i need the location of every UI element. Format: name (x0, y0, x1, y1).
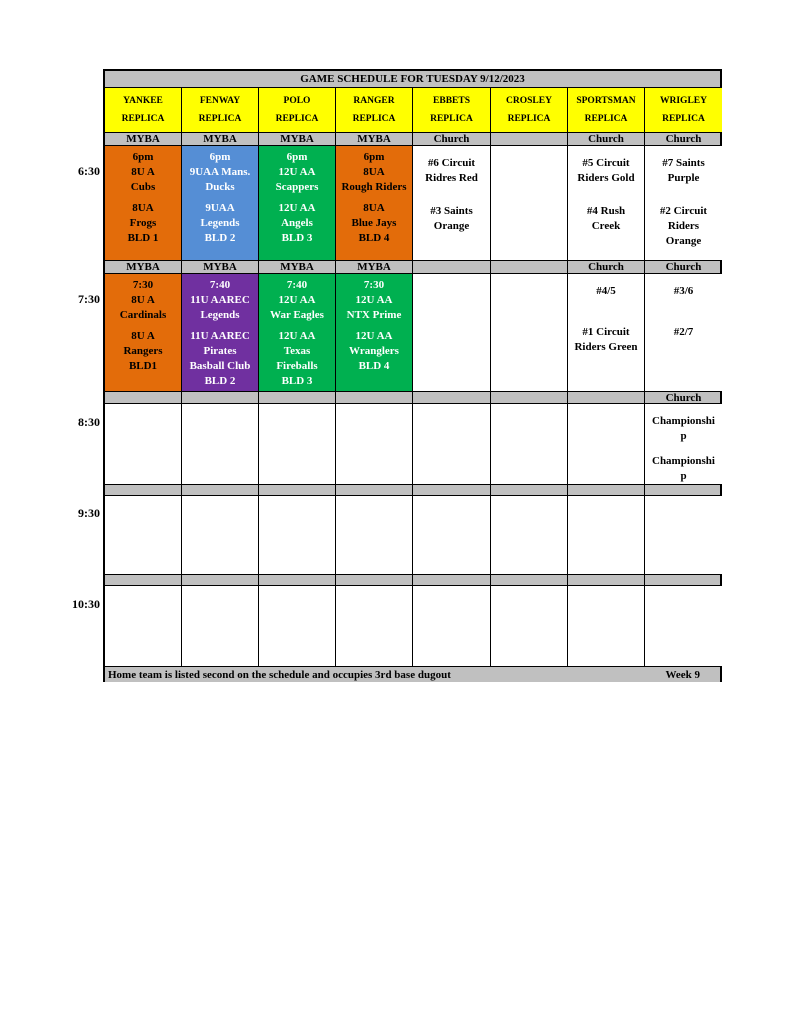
field-type: REPLICA (584, 114, 628, 124)
org-row (105, 574, 720, 586)
time-slot-row (105, 146, 720, 260)
game-cell (105, 586, 182, 666)
game-text: War Eagles (270, 309, 324, 321)
field-type: REPLICA (430, 114, 473, 124)
org-label: Church (665, 133, 702, 145)
game-text: Championshi (652, 455, 715, 467)
org-row (105, 260, 720, 274)
org-label (259, 575, 336, 585)
game-text: 7:30 (363, 279, 385, 291)
game-cell (336, 586, 413, 666)
week-label: Week 9 (665, 669, 700, 681)
org-label (336, 392, 413, 403)
org-label (568, 485, 645, 495)
game-cell (645, 404, 722, 484)
game-text: 8U A (131, 330, 155, 342)
game-text: Fireballs (276, 360, 318, 372)
game-cell (259, 496, 336, 574)
game-cell (568, 274, 645, 391)
org-label (105, 575, 182, 585)
org-label (259, 392, 336, 403)
org-label (491, 575, 568, 585)
footer-row (105, 666, 720, 682)
field-name: YANKEE (123, 96, 163, 106)
game-text: 6pm (286, 151, 308, 163)
game-text: 12U AA (278, 202, 316, 214)
game-text: 7:40 (286, 279, 308, 291)
footer-note: Home team is listed second on the schedule and occupies 3rd base dugout (108, 669, 451, 681)
game-text: NTX Prime (346, 309, 402, 321)
game-cell (182, 146, 259, 260)
game-text: 8UA (132, 202, 154, 214)
game-text: p (680, 430, 687, 442)
game-cell (182, 274, 259, 391)
game-text: Basball Club (189, 360, 251, 372)
game-text: Cubs (130, 181, 156, 193)
org-label: Church (665, 392, 702, 403)
org-label: MYBA (182, 261, 259, 273)
org-label: MYBA (259, 133, 336, 145)
game-text: Legends (200, 309, 240, 321)
field-header-crosley (491, 88, 568, 132)
org-row (105, 484, 720, 496)
game-text: Cardinals (119, 309, 167, 321)
game-cell (491, 146, 568, 260)
field-header-polo (259, 88, 336, 132)
game-cell (568, 404, 645, 484)
field-header-row (105, 88, 720, 132)
game-text: BLD 2 (204, 232, 236, 244)
org-label (413, 575, 491, 585)
game-text: Ducks (205, 181, 235, 193)
field-name: CROSLEY (506, 96, 552, 106)
game-cell (182, 404, 259, 484)
game-text: 8U A (131, 294, 155, 306)
game-cell (645, 274, 722, 391)
org-label (491, 392, 568, 403)
game-text: Wranglers (349, 345, 399, 357)
schedule-title: GAME SCHEDULE FOR TUESDAY 9/12/2023 (105, 71, 720, 88)
org-label: Church (413, 133, 491, 145)
game-cell (336, 274, 413, 391)
game-cell (645, 586, 722, 666)
game-text: 7:40 (209, 279, 231, 291)
game-cell (182, 496, 259, 574)
game-cell (105, 274, 182, 391)
org-label (491, 485, 568, 495)
game-cell (413, 274, 491, 391)
game-text: BLD 3 (281, 232, 313, 244)
org-label (568, 575, 645, 585)
field-header-wrigley (645, 88, 722, 132)
game-text: BLD 1 (127, 232, 159, 244)
field-name: SPORTSMAN (576, 96, 636, 106)
time-label: 7:30 (78, 292, 100, 306)
game-cell (491, 274, 568, 391)
org-label (336, 485, 413, 495)
game-text: 8UA (363, 166, 385, 178)
game-cell (568, 146, 645, 260)
org-label (182, 485, 259, 495)
field-type: REPLICA (507, 114, 551, 124)
game-text: #3/6 (673, 285, 694, 297)
field-header-sportsman (568, 88, 645, 132)
org-row (105, 132, 720, 146)
game-cell (568, 496, 645, 574)
game-text: p (680, 470, 687, 482)
game-cell (645, 146, 722, 260)
game-cell (259, 146, 336, 260)
game-cell (491, 496, 568, 574)
game-text: 6pm (132, 151, 154, 163)
org-label (105, 485, 182, 495)
game-text: Championshi (652, 415, 715, 427)
game-text: Ridres Red (425, 172, 478, 184)
org-label: Church (568, 261, 645, 273)
game-cell (336, 146, 413, 260)
schedule-table (103, 69, 722, 682)
game-cell (182, 586, 259, 666)
game-text: Riders Gold (577, 172, 635, 184)
org-label (182, 575, 259, 585)
game-cell (413, 586, 491, 666)
time-slot-row (105, 586, 720, 666)
game-cell (413, 146, 491, 260)
game-cell (645, 496, 722, 574)
field-name: WRIGLEY (660, 96, 707, 106)
game-text: 12U AA (278, 294, 316, 306)
game-cell (336, 404, 413, 484)
time-slot-row (105, 274, 720, 391)
game-text: Angels (281, 217, 313, 229)
game-text: Purple (667, 172, 700, 184)
org-label: Church (665, 261, 702, 273)
org-label: MYBA (182, 133, 259, 145)
org-label (645, 575, 722, 585)
game-text: 6pm (363, 151, 385, 163)
game-text: BLD 4 (358, 232, 390, 244)
game-text: #1 Circuit (582, 326, 630, 338)
game-cell (491, 404, 568, 484)
game-text: #7 Saints (662, 157, 705, 169)
game-text: Creek (591, 220, 621, 232)
game-text: 7:30 (132, 279, 154, 291)
org-label (491, 133, 568, 145)
field-type: REPLICA (121, 114, 165, 124)
game-text: 11U AAREC (190, 330, 250, 342)
org-label (491, 261, 568, 273)
game-cell (259, 274, 336, 391)
game-text: Pirates (203, 345, 237, 357)
game-text: Orange (665, 235, 702, 247)
game-text: 12U AA (355, 330, 393, 342)
field-header-ranger (336, 88, 413, 132)
game-text: BLD 3 (281, 375, 313, 387)
game-text: Riders (667, 220, 700, 232)
org-label: MYBA (259, 261, 336, 273)
game-cell (413, 496, 491, 574)
game-text: 8U A (131, 166, 155, 178)
org-label (105, 392, 182, 403)
game-cell (413, 404, 491, 484)
org-label (336, 575, 413, 585)
field-name: FENWAY (199, 96, 241, 106)
game-text: 6pm (209, 151, 231, 163)
game-text: BLD 4 (358, 360, 390, 372)
org-row (105, 391, 720, 404)
game-text: #2 Circuit (659, 205, 708, 217)
game-cell (259, 586, 336, 666)
game-cell (491, 586, 568, 666)
game-text: #4 Rush (586, 205, 626, 217)
game-text: 12U AA (355, 294, 393, 306)
time-slot-row (105, 496, 720, 574)
game-text: BLD 2 (204, 375, 236, 387)
field-name: EBBETS (433, 96, 470, 106)
org-label (413, 392, 491, 403)
field-type: REPLICA (275, 114, 319, 124)
time-label: 10:30 (72, 597, 100, 611)
field-type: REPLICA (198, 114, 242, 124)
org-label: MYBA (336, 261, 413, 273)
game-text: Riders Green (574, 341, 638, 353)
game-cell (105, 496, 182, 574)
field-name: RANGER (353, 96, 395, 106)
game-cell (259, 404, 336, 484)
game-text: 11U AAREC (190, 294, 250, 306)
field-type: REPLICA (662, 114, 705, 124)
game-text: Rough Riders (341, 181, 407, 193)
game-cell (336, 496, 413, 574)
game-text: 12U AA (278, 166, 316, 178)
org-label: MYBA (105, 133, 182, 145)
game-text: 9UAA (205, 202, 235, 214)
game-cell (105, 404, 182, 484)
time-label: 9:30 (78, 506, 100, 520)
game-cell (568, 586, 645, 666)
org-label (182, 392, 259, 403)
field-type: REPLICA (352, 114, 396, 124)
game-text: Texas (283, 345, 311, 357)
game-text: #4/5 (596, 285, 616, 297)
org-label: MYBA (105, 261, 182, 273)
field-name: POLO (283, 96, 311, 106)
org-label (568, 392, 645, 403)
field-header-ebbets (413, 88, 491, 132)
game-text: Legends (200, 217, 240, 229)
game-text: Frogs (129, 217, 157, 229)
field-header-fenway (182, 88, 259, 132)
time-label: 8:30 (78, 415, 100, 429)
org-label (413, 485, 491, 495)
time-label: 6:30 (78, 164, 100, 178)
game-text: 9UAA Mans. (189, 166, 251, 178)
game-text: Orange (433, 220, 470, 232)
game-cell (105, 146, 182, 260)
game-text: BLD1 (128, 360, 158, 372)
time-slot-row (105, 404, 720, 484)
org-label: Church (568, 133, 645, 145)
game-text: Blue Jays (351, 217, 397, 229)
game-text: Scappers (275, 181, 319, 193)
org-label (413, 261, 491, 273)
org-label (259, 485, 336, 495)
game-text: #3 Saints (430, 205, 473, 217)
game-text: 12U AA (278, 330, 316, 342)
org-label: MYBA (336, 133, 413, 145)
org-label (645, 485, 722, 495)
game-text: #6 Circuit (427, 157, 476, 169)
game-text: Rangers (123, 345, 163, 357)
game-text: #2/7 (673, 326, 694, 338)
field-header-yankee (105, 88, 182, 132)
game-text: #5 Circuit (582, 157, 630, 169)
game-text: 8UA (363, 202, 385, 214)
